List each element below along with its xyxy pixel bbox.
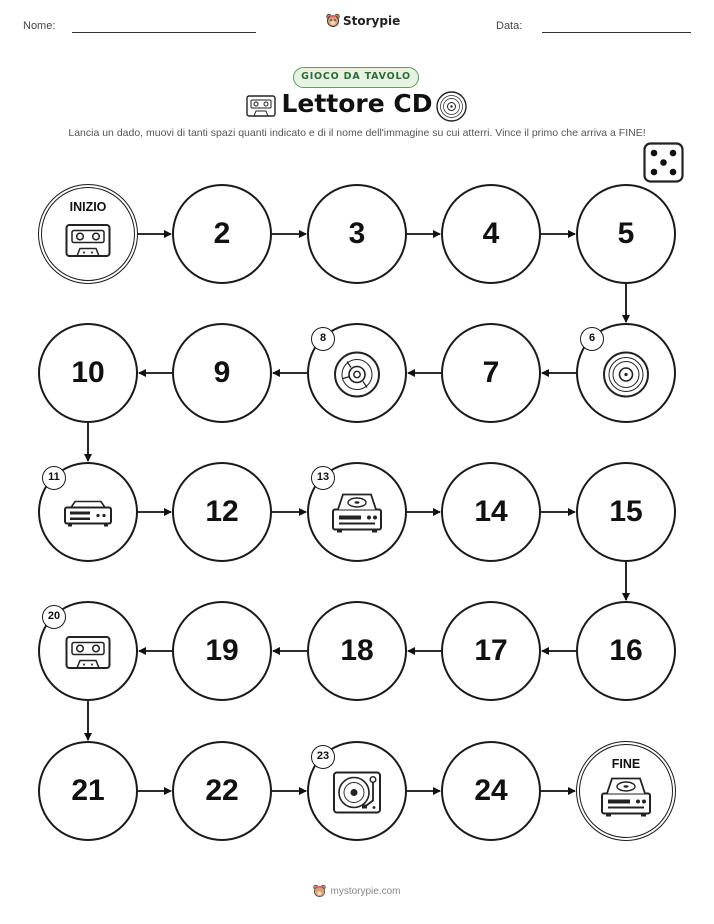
board-space-12 xyxy=(172,462,272,562)
space-number: 10 xyxy=(71,356,105,389)
game-type-badge: GIOCO DA TAVOLO xyxy=(293,67,419,88)
board-space-19 xyxy=(172,601,272,701)
board-space-fine xyxy=(576,741,676,841)
space-number-badge: 20 xyxy=(42,605,66,629)
board-space-7 xyxy=(441,323,541,423)
space-number: 16 xyxy=(609,634,643,667)
space-number-badge: 13 xyxy=(311,466,335,490)
space-number: 7 xyxy=(482,356,500,389)
board-space-13 xyxy=(307,462,407,562)
board-space-24 xyxy=(441,741,541,841)
cd-icon xyxy=(333,350,381,403)
space-number-badge: 6 xyxy=(580,327,604,351)
board-space-18 xyxy=(307,601,407,701)
page-title: Lettore CD xyxy=(281,89,433,118)
board-space-inizio xyxy=(38,184,138,284)
vinyl-icon xyxy=(602,350,650,403)
date-label: Data: xyxy=(496,20,523,32)
space-number: 12 xyxy=(205,495,239,528)
footer-url: mystorypie.com xyxy=(330,885,401,897)
cd-player-icon xyxy=(600,776,652,825)
space-label: FINE xyxy=(611,757,641,771)
space-number: 14 xyxy=(474,495,508,528)
board-space-21 xyxy=(38,741,138,841)
space-number: 3 xyxy=(348,217,366,250)
board-space-9 xyxy=(172,323,272,423)
footer xyxy=(0,884,714,898)
board-space-17 xyxy=(441,601,541,701)
space-number: 19 xyxy=(205,634,239,667)
cassette-icon xyxy=(65,224,111,263)
space-number: 9 xyxy=(213,356,231,389)
board-space-16 xyxy=(576,601,676,701)
board-space-5 xyxy=(576,184,676,284)
board-space-15 xyxy=(576,462,676,562)
space-number: 2 xyxy=(213,217,231,250)
space-number: 4 xyxy=(482,217,500,250)
space-number: 22 xyxy=(205,774,239,807)
space-number: 18 xyxy=(340,634,374,667)
space-number-badge: 8 xyxy=(311,327,335,351)
bear-icon xyxy=(313,884,326,898)
board-space-3 xyxy=(307,184,407,284)
board-space-22 xyxy=(172,741,272,841)
brand-name: Storypie xyxy=(343,13,401,28)
space-number: 15 xyxy=(609,495,643,528)
turntable-icon xyxy=(332,770,382,819)
cd-player-icon xyxy=(331,491,383,540)
space-number-badge: 11 xyxy=(42,466,66,490)
board-space-14 xyxy=(441,462,541,562)
space-number: 24 xyxy=(474,774,508,807)
board-space-20 xyxy=(38,601,138,701)
board-space-6 xyxy=(576,323,676,423)
board-space-23 xyxy=(307,741,407,841)
board-space-11 xyxy=(38,462,138,562)
space-number: 21 xyxy=(71,774,105,807)
space-number: 5 xyxy=(617,217,635,250)
board-space-4 xyxy=(441,184,541,284)
space-label: INIZIO xyxy=(69,200,107,214)
space-number-badge: 23 xyxy=(311,745,335,769)
board-space-2 xyxy=(172,184,272,284)
space-number: 17 xyxy=(474,634,508,667)
instructions: Lancia un dado, muovi di tanti spazi quanti indicato e di il nome dell'immagine su cui atterri. Vince il primo che arriva a FINE! xyxy=(68,127,646,139)
stereo-deck-icon xyxy=(63,498,113,533)
cassette-icon xyxy=(65,635,111,674)
name-label: Nome: xyxy=(23,20,56,32)
board-space-10 xyxy=(38,323,138,423)
board-space-8 xyxy=(307,323,407,423)
